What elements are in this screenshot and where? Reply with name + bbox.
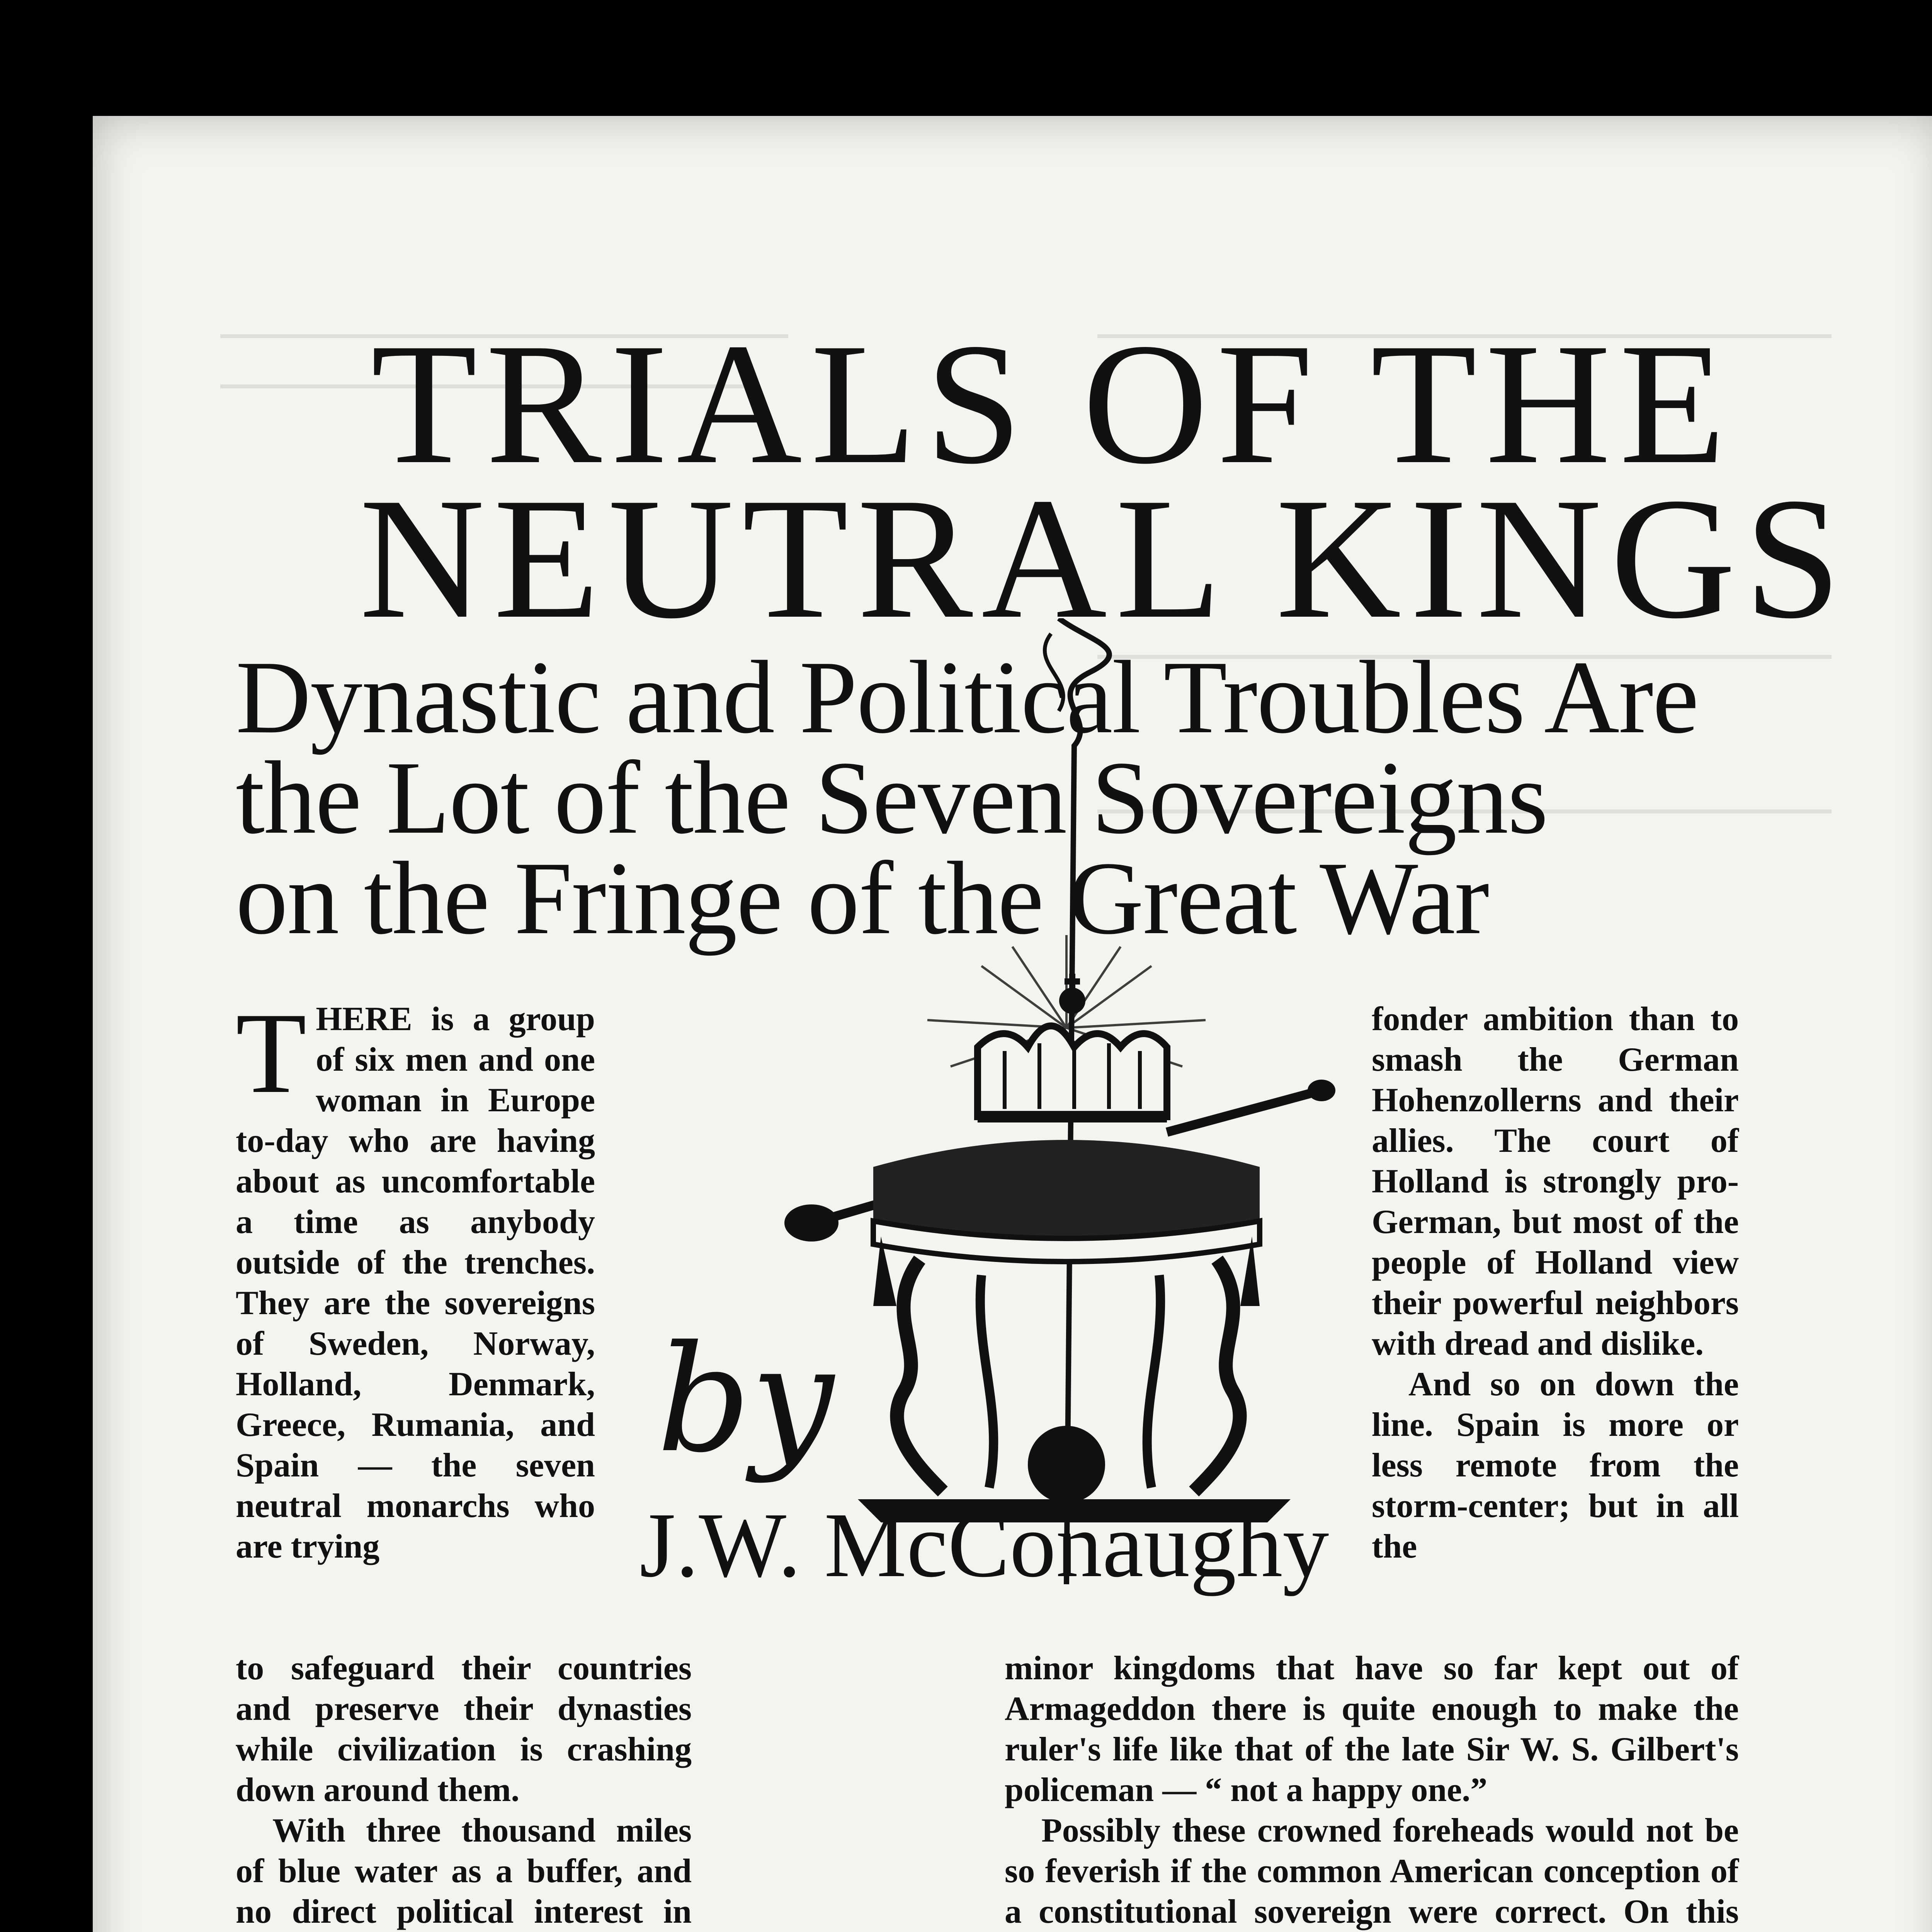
magazine-page bbox=[93, 116, 1932, 1932]
paragraph: Possibly these crowned foreheads would not be so feverish if the common American conception of a constitutional sovereign were correct. On this bbox=[1005, 1812, 1739, 1930]
body-column-left bbox=[236, 1648, 692, 1932]
body-column-right bbox=[1005, 1648, 1739, 1932]
paragraph: And so on down the line. Spain is more or less remote from the storm-center; but in all the bbox=[1372, 1366, 1739, 1565]
byline-by: by bbox=[657, 1314, 834, 1485]
article-title-line-1: TRIALS OF THE bbox=[371, 308, 1734, 500]
intro-column-left bbox=[236, 989, 595, 1567]
paragraph: minor kingdoms that have so far kept out of Armageddon there is quite enough to make the ruler's life like that of the late Sir W. S. Gilbert's policeman — “ not a happy one.” bbox=[1005, 1650, 1739, 1809]
byline-author-name: J.W. McConaughy bbox=[639, 1493, 1329, 1596]
paragraph: to safeguard their countries and preserve their dynasties while civilization is crashing down around them. bbox=[236, 1650, 692, 1809]
drop-cap: T bbox=[236, 989, 307, 1117]
article-title-line-2: NEUTRAL KINGS bbox=[359, 462, 1850, 655]
article-subtitle-line-2: the Lot of the Seven Sovereigns bbox=[236, 740, 1548, 855]
intro-column-right bbox=[1372, 999, 1739, 1567]
paragraph: fonder ambition than to smash the German Hohenzollerns and their allies. The court of Holland is strongly pro-German, but most of the people of Holland view their powerful neighbors with dread and dislike. bbox=[1372, 1000, 1739, 1362]
intro-text-left: HERE is a group of six men and one woman in Europe to-day who are having about as uncomfortable a time as anybody outside of the trenches. They are the sovereigns of Sweden, Norway, Holland, Denmark, Greece, Rumania, and Spain — the seven neutral monarchs who are trying bbox=[236, 1000, 595, 1565]
article-subtitle-line-3: on the Fringe of the Great War bbox=[236, 840, 1489, 956]
article-subtitle-line-1: Dynastic and Political Troubles Are bbox=[236, 639, 1698, 755]
paragraph: With three thousand miles of blue water as a buffer, and no direct political interest in bbox=[236, 1812, 692, 1930]
